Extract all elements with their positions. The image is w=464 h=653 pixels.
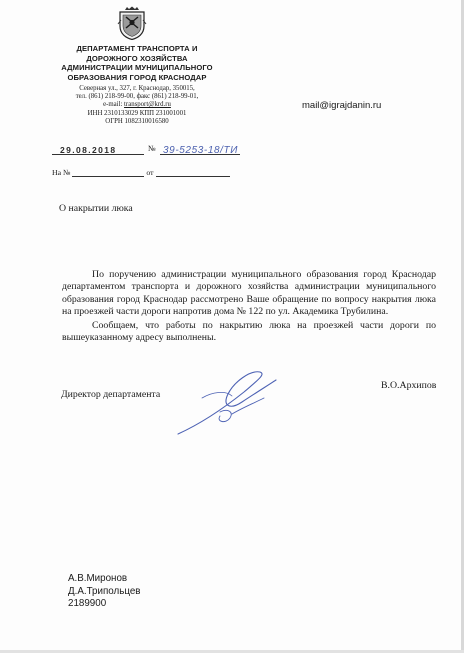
executors-block xyxy=(68,573,140,611)
reference-label: На № xyxy=(52,168,71,177)
handwritten-signature xyxy=(172,368,282,438)
letter-subject: О накрытии люка xyxy=(59,203,133,214)
addressee-email: mail@igrajdanin.ru xyxy=(302,100,382,111)
org-line: ДЕПАРТАМЕНТ ТРАНСПОРТА И xyxy=(76,44,198,53)
org-line: ДОРОЖНОГО ХОЗЯЙСТВА xyxy=(86,53,188,63)
organization-contacts xyxy=(52,85,222,126)
reference-number-blank xyxy=(72,168,144,177)
reference-row xyxy=(52,168,230,177)
org-inn-kpp: ИНН 2310133029 КПП 231001001 xyxy=(87,109,187,117)
number-sign: № xyxy=(148,144,156,153)
signatory-name: В.О.Архипов xyxy=(381,380,437,391)
org-email-link[interactable]: transport@krd.ru xyxy=(124,101,171,109)
coat-of-arms-emblem xyxy=(117,6,147,40)
org-address: Северная ул., 327, г. Краснодар, 350015, xyxy=(79,85,195,92)
letter-body xyxy=(62,269,436,344)
registration-date-stamp: 29.08.2018 xyxy=(60,145,117,155)
org-email-row xyxy=(52,101,222,109)
registration-number-field xyxy=(160,142,240,155)
registration-date-field xyxy=(52,142,144,155)
reference-date-blank xyxy=(156,168,230,177)
executor-phone: 2189900 xyxy=(68,598,107,610)
registration-number-handwritten: 39-5253-18/ТИ xyxy=(163,145,238,156)
email-label: e-mail: xyxy=(103,101,125,109)
org-ogrn: ОГРН 1082310016580 xyxy=(105,117,169,125)
body-paragraph: Сообщаем, что работы по накрытию люка на проезжей части дороги по вышеуказанному адресу выполнены. xyxy=(62,319,436,344)
executor-name: Д.А.Трипольцев xyxy=(68,585,141,597)
body-paragraph: По поручению администрации муниципального образования город Краснодар департаментом транспорта и дорожного хозяйства администрации муниципального образования город Краснодар рассмотрено Ваше обращение по вопросу накрытия люка на проезжей части дороги напротив дома № 122 по ул. Академика Трубилина. xyxy=(62,269,436,318)
org-line: ОБРАЗОВАНИЯ ГОРОД КРАСНОДАР xyxy=(67,72,207,82)
org-phones: тел. (861) 218-99-00, факс (861) 218-99-01, xyxy=(75,93,199,101)
executor-name: А.В.Миронов xyxy=(68,573,128,584)
signatory-title: Директор департамента xyxy=(61,389,161,400)
organization-name xyxy=(52,44,222,82)
reference-from-label: от xyxy=(146,168,154,177)
org-line: АДМИНИСТРАЦИИ МУНИЦИПАЛЬНОГО xyxy=(61,63,213,73)
